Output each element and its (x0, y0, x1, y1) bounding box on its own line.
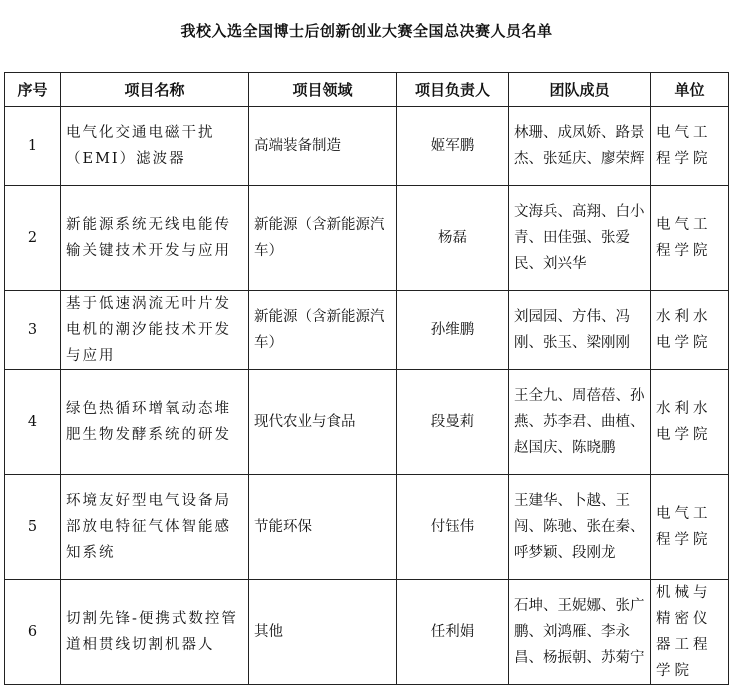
cell-project-name: 环境友好型电气设备局部放电特征气体智能感知系统 (61, 475, 249, 580)
cell-unit: 水利水电学院 (651, 291, 729, 370)
cell-project-field: 高端装备制造 (249, 107, 397, 186)
cell-team-members: 林珊、成凤娇、路景杰、张延庆、廖荣辉 (509, 107, 651, 186)
cell-project-field: 现代农业与食品 (249, 370, 397, 475)
cell-serial: 5 (5, 475, 61, 580)
cell-team-members: 文海兵、高翔、白小青、田佳强、张爱民、刘兴华 (509, 186, 651, 291)
cell-serial: 6 (5, 580, 61, 685)
cell-project-lead: 姬军鹏 (397, 107, 509, 186)
cell-team-members: 王全九、周蓓蓓、孙燕、苏李君、曲植、赵国庆、陈晓鹏 (509, 370, 651, 475)
table-row (5, 370, 729, 475)
cell-serial: 3 (5, 291, 61, 370)
table-row (5, 291, 729, 370)
cell-serial: 1 (5, 107, 61, 186)
cell-serial: 4 (5, 370, 61, 475)
cell-project-name: 电气化交通电磁干扰（EMI）滤波器 (61, 107, 249, 186)
cell-project-lead: 孙维鹏 (397, 291, 509, 370)
table-row (5, 580, 729, 685)
cell-unit: 电气工程学院 (651, 186, 729, 291)
cell-project-name: 切割先锋-便携式数控管道相贯线切割机器人 (61, 580, 249, 685)
cell-team-members: 刘园园、方伟、冯刚、张玉、梁刚刚 (509, 291, 651, 370)
cell-unit: 电气工程学院 (651, 475, 729, 580)
table-row (5, 107, 729, 186)
cell-unit: 水利水电学院 (651, 370, 729, 475)
cell-project-lead: 杨磊 (397, 186, 509, 291)
cell-project-field: 新能源（含新能源汽车） (249, 186, 397, 291)
finalist-table (4, 72, 729, 685)
cell-unit: 机械与精密仪器工程学院 (651, 580, 729, 685)
cell-unit: 电气工程学院 (651, 107, 729, 186)
cell-project-lead: 段曼莉 (397, 370, 509, 475)
document-title: 我校入选全国博士后创新创业大赛全国总决赛人员名单 (180, 22, 553, 40)
cell-project-lead: 任利娟 (397, 580, 509, 685)
header-project-field: 项目领域 (249, 73, 397, 107)
header-project-name: 项目名称 (61, 73, 249, 107)
header-project-lead: 项目负责人 (397, 73, 509, 107)
cell-project-field: 节能环保 (249, 475, 397, 580)
header-serial: 序号 (5, 73, 61, 107)
table-header-row (5, 73, 729, 107)
cell-project-name: 新能源系统无线电能传输关键技术开发与应用 (61, 186, 249, 291)
table-row (5, 186, 729, 291)
table-row (5, 475, 729, 580)
cell-project-name: 基于低速涡流无叶片发电机的潮汐能技术开发与应用 (61, 291, 249, 370)
header-team-members: 团队成员 (509, 73, 651, 107)
cell-serial: 2 (5, 186, 61, 291)
cell-team-members: 石坤、王妮娜、张广鹏、刘鸿雁、李永昌、杨振朝、苏菊宁 (509, 580, 651, 685)
header-unit: 单位 (651, 73, 729, 107)
cell-project-name: 绿色热循环增氧动态堆肥生物发酵系统的研发 (61, 370, 249, 475)
cell-team-members: 王建华、卜越、王闯、陈驰、张在秦、呼梦颖、段刚龙 (509, 475, 651, 580)
cell-project-lead: 付钰伟 (397, 475, 509, 580)
cell-project-field: 其他 (249, 580, 397, 685)
cell-project-field: 新能源（含新能源汽车） (249, 291, 397, 370)
